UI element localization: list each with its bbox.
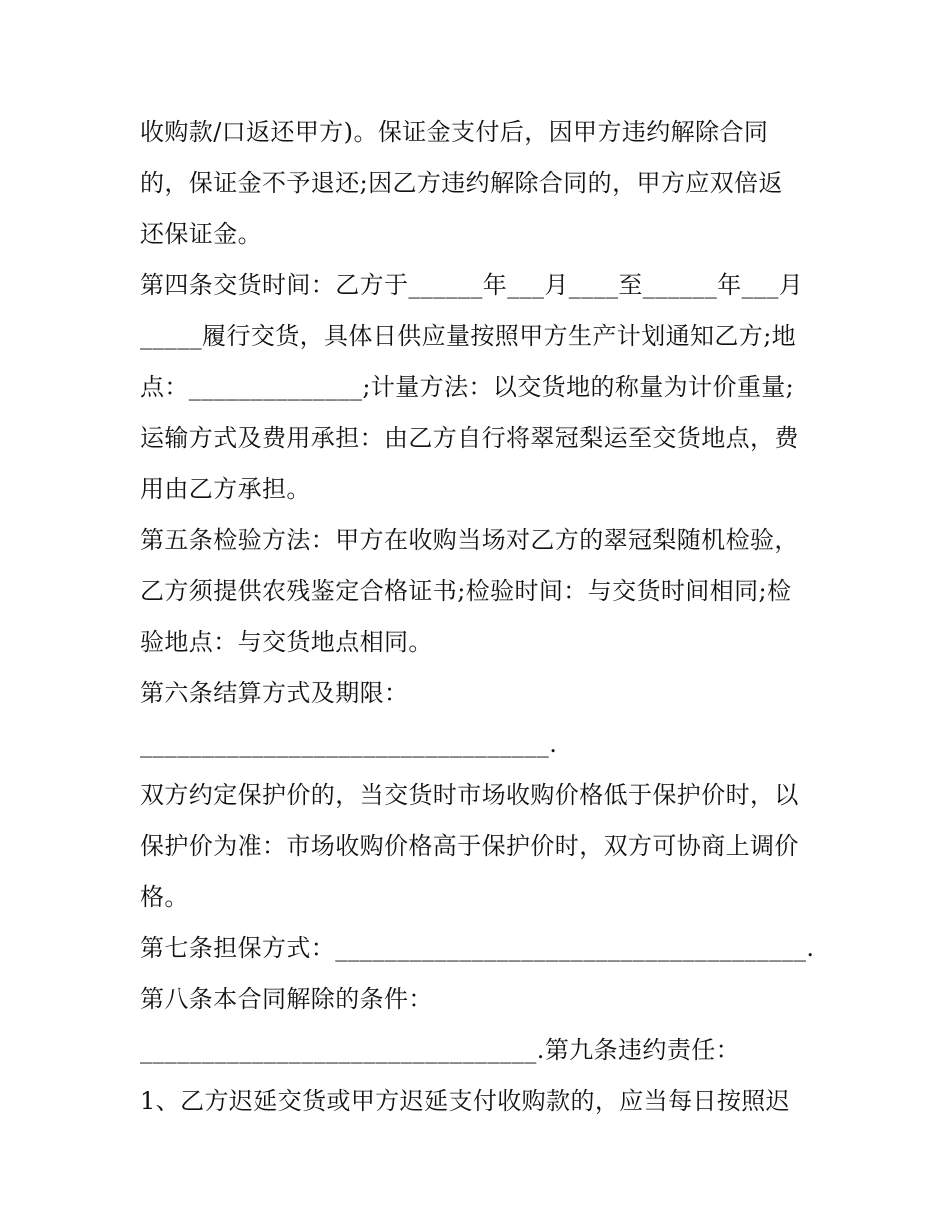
text-line: 保护价为准：市场收购价格高于保护价时，双方可协商上调价 (140, 832, 799, 860)
article-4-delivery-time: 第四条交货时间：乙方于______年___月____至______年___月 (140, 271, 804, 299)
text-line: 格。 (140, 883, 189, 911)
text-line: _____履行交货，具体日供应量按照甲方生产计划通知乙方;地 (140, 322, 797, 350)
blank-line: _________________________________. (140, 730, 558, 758)
text-line: 运输方式及费用承担：由乙方自行将翠冠梨运至交货地点，费 (140, 424, 799, 452)
article-6-settlement: 第六条结算方式及期限： (140, 679, 409, 707)
text-line: 还保证金。 (140, 220, 262, 248)
contract-text (140, 107, 830, 1127)
text-line: 收购款/口返还甲方)。保证金支付后，因甲方违约解除合同 (140, 118, 769, 146)
article-5-inspection: 第五条检验方法：甲方在收购当场对乙方的翠冠梨随机检验， (140, 526, 799, 554)
text-line: 验地点：与交货地点相同。 (140, 628, 433, 656)
text-line: 点：______________;计量方法：以交货地的称量为计价重量; (140, 373, 795, 401)
text-line: 双方约定保护价的，当交货时市场收购价格低于保护价时，以 (140, 781, 799, 809)
text-line: 用由乙方承担。 (140, 475, 311, 503)
article-9-liability: ________________________________.第九条违约责任： (140, 1036, 741, 1064)
article-7-guarantee: 第七条担保方式：______________________________________. (140, 934, 815, 962)
text-line: 乙方须提供农残鉴定合格证书;检验时间：与交货时间相同;检 (140, 577, 792, 605)
text-line: 的，保证金不予退还;因乙方违约解除合同的，甲方应双倍返 (140, 169, 783, 197)
article-8-termination: 第八条本合同解除的条件： (140, 985, 433, 1013)
text-line: 1、乙方迟延交货或甲方迟延支付收购款的，应当每日按照迟 (140, 1087, 791, 1115)
